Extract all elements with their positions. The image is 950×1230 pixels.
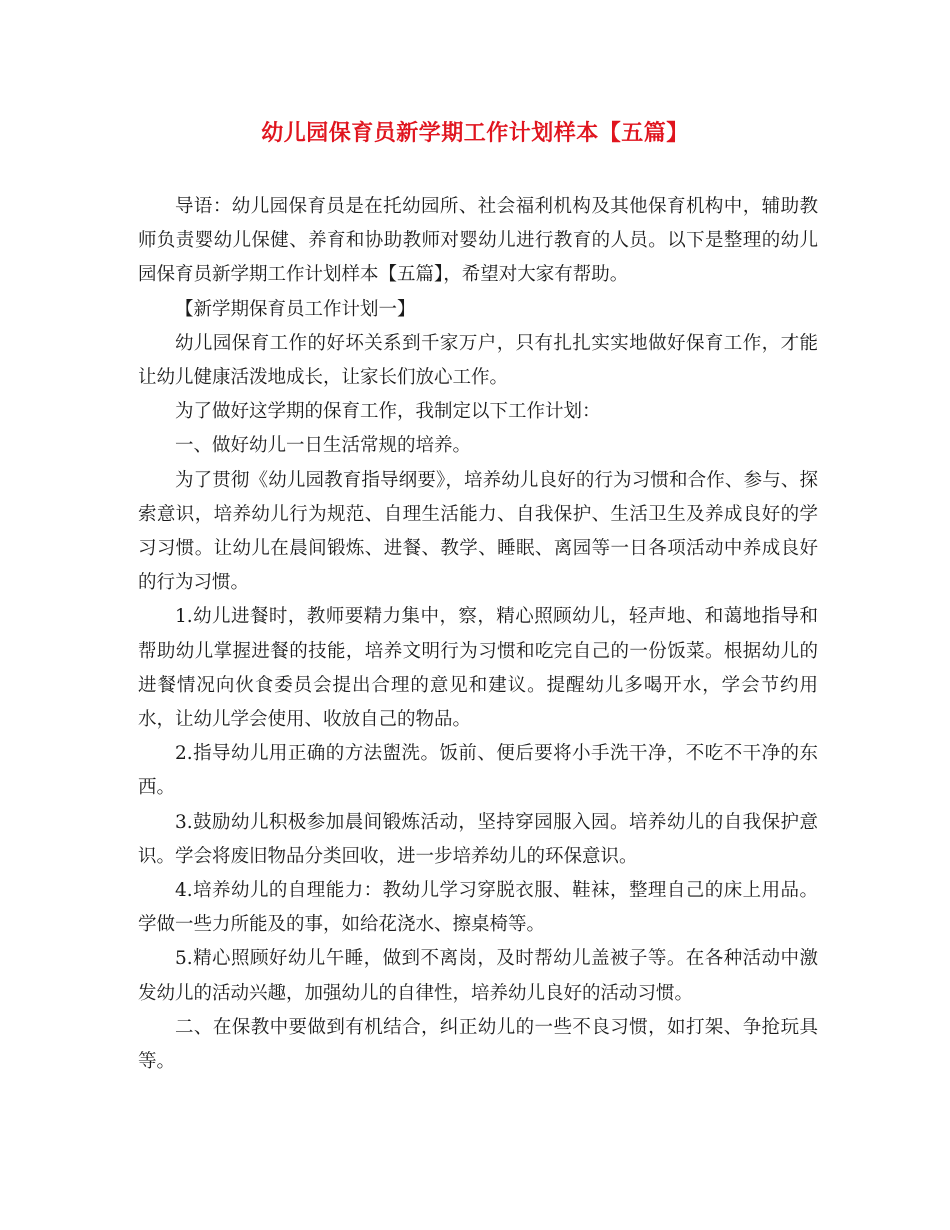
paragraph: 为了做好这学期的保育工作，我制定以下工作计划： bbox=[175, 401, 601, 423]
document-title: 幼儿园保育员新学期工作计划样本【五篇】 bbox=[261, 120, 689, 146]
section-heading: 一、做好幼儿一日生活常规的培养。 bbox=[175, 435, 472, 457]
paragraph: 为了贯彻《幼儿园教育指导纲要》，培养幼儿良好的行为习惯和合作、参与、探索意识，培养幼儿行为规范、自理生活能力、自我保护、生活卫生及养成良好的学习习惯。让幼儿在晨间锻炼、进餐、教学、睡眠、离园等一日各项活动中养成良好的行为习惯。 bbox=[138, 469, 818, 594]
section-heading-plan-one: 【新学期保育员工作计划一】 bbox=[175, 298, 416, 320]
list-item: 2.指导幼儿用正确的方法盥洗。饭前、便后要将小手洗干净，不吃不干净的东西。 bbox=[138, 743, 818, 799]
paragraph: 幼儿园保育工作的好坏关系到千家万户，只有扎扎实实地做好保育工作，才能让幼儿健康活泼地成长，让家长们放心工作。 bbox=[138, 332, 818, 389]
list-item: 1.幼儿进餐时，教师要精力集中，察，精心照顾幼儿，轻声地、和蔼地指导和帮助幼儿掌握进餐的技能，培养文明行为习惯和吃完自己的一份饭菜。根据幼儿的进餐情况向伙食委员会提出合理的意见和建议。提醒幼儿多喝开水，学会节约用水，让幼儿学会使用、收放自己的物品。 bbox=[138, 606, 818, 731]
list-item: 4.培养幼儿的自理能力：教幼儿学习穿脱衣服、鞋袜，整理自己的床上用品。学做一些力所能及的事，如给花浇水、擦桌椅等。 bbox=[138, 880, 818, 936]
list-item: 5.精心照顾好幼儿午睡，做到不离岗，及时帮幼儿盖被子等。在各种活动中激发幼儿的活动兴趣，加强幼儿的自律性，培养幼儿良好的活动习惯。 bbox=[138, 948, 818, 1004]
list-item: 3.鼓励幼儿积极参加晨间锻炼活动，坚持穿园服入园。培养幼儿的自我保护意识。学会将废旧物品分类回收，进一步培养幼儿的环保意识。 bbox=[138, 811, 818, 867]
section-heading: 二、在保教中要做到有机结合，纠正幼儿的一些不良习惯，如打架、争抢玩具等。 bbox=[138, 1016, 818, 1073]
document-body bbox=[138, 190, 818, 1079]
paragraph-intro: 导语：幼儿园保育员是在托幼园所、社会福利机构及其他保育机构中，辅助教师负责婴幼儿保健、养育和协助教师对婴幼儿进行教育的人员。以下是整理的幼儿园保育员新学期工作计划样本【五篇】，希望对大家有帮助。 bbox=[138, 196, 818, 286]
